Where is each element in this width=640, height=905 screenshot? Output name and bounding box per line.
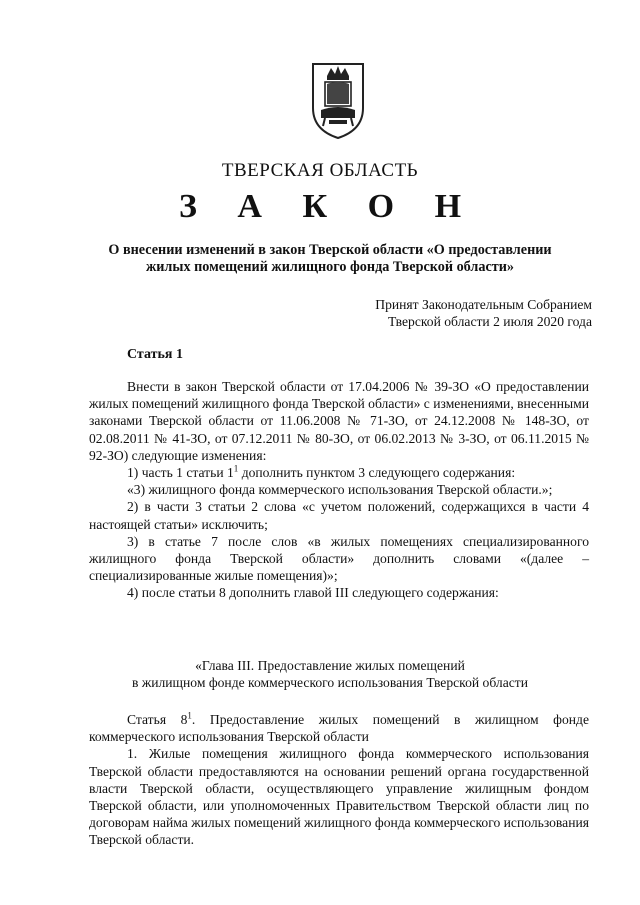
article-1-heading: Статья 1 xyxy=(127,347,183,362)
article-1-intro: Внести в закон Тверской области от 17.04.2006 № 39-ЗО «О предоставлении жилых помещений жилищного фонда Тверской области» с изменениями, внесенными законами Тверской области от 11.06.2008 № 71-ЗО, от 24.12.2008 № 148-ЗО, от 02.08.2011 № 41-ЗО, от 07.12.2011 № 80-ЗО, от 06.02.2013 № 3-ЗО, от 06.11.2015 № 92-ЗО) следующие изменения: xyxy=(89,379,589,463)
coat-of-arms-icon xyxy=(305,60,371,140)
article-1-item-4: 4) после статьи 8 дополнить главой III следующего содержания: xyxy=(127,585,499,601)
chapter-heading-line-2: в жилищном фонде коммерческого использования Тверской области xyxy=(132,675,528,691)
article-1-body xyxy=(89,378,589,602)
chapter-heading-line-1: «Глава III. Предоставление жилых помещений xyxy=(195,658,465,673)
law-title-line-1: О внесении изменений в закон Тверской области «О предоставлении xyxy=(108,242,552,258)
article-1-item-2: 2) в части 3 статьи 2 слова «с учетом положений, содержащихся в части 4 настоящей статьи» исключить; xyxy=(89,499,589,532)
article-1-item-3: 3) в статье 7 после слов «в жилых помещениях специализированного жилищного фонда Тверской области» дополнить словами «(далее – специализированные жилые помещения)»; xyxy=(89,533,589,584)
law-title-line-2: жилых помещений жилищного фонда Тверской области» xyxy=(145,259,515,275)
region-name: ТВЕРСКАЯ ОБЛАСТЬ xyxy=(221,160,419,181)
article-8-1-heading: Статья $8^1$. Предоставление жилых помещений в жилищном фонде коммерческого использования Тверской области xyxy=(89,710,589,745)
law-title xyxy=(60,242,600,276)
chapter-heading xyxy=(60,657,600,691)
adoption-line-1: Принят Законодательным Собранием xyxy=(375,297,592,312)
article-8-1-paragraph-1: 1. Жилые помещения жилищного фонда коммерческого использования Тверской области предоставляются на основании решений органа государственной власти Тверской области, осуществляющего управление жилищным фондом Тверской области, или уполномоченных Правительством Тверской области лиц по договорам найма жилых помещений жилищного фонда коммерческого использования Тверской области. xyxy=(89,746,589,848)
article-1-item-1-quote: «3) жилищного фонда коммерческого использования Тверской области.»; xyxy=(127,482,553,498)
document-type-heading: З А К О Н xyxy=(178,188,478,225)
adoption-note xyxy=(375,296,592,330)
adoption-line-2: Тверской области 2 июля 2020 года xyxy=(388,314,592,329)
article-8-1-body xyxy=(89,711,589,849)
article-1-item-1: 1) часть 1 статьи $1^1$ дополнить пунктом 3 следующего содержания: xyxy=(127,463,516,481)
